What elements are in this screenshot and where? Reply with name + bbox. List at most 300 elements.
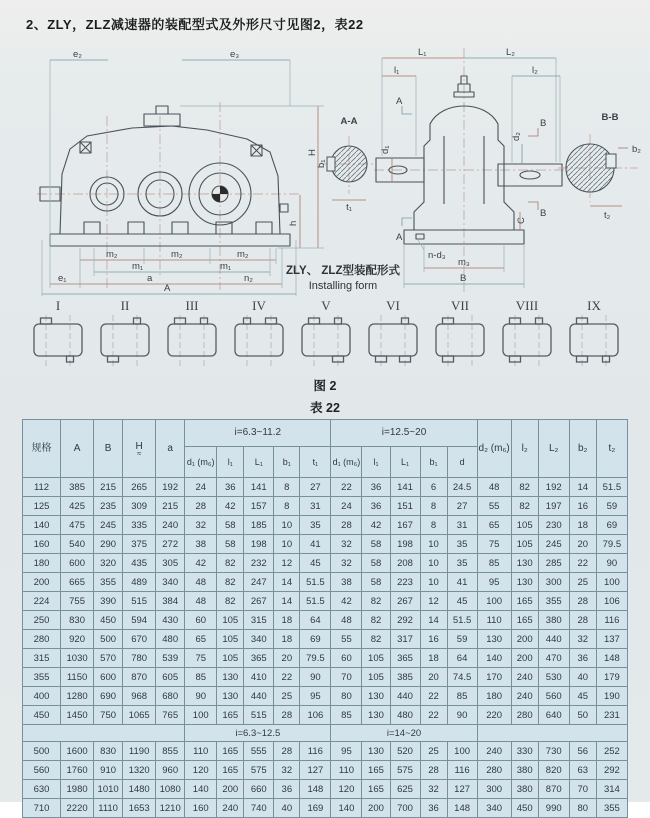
value-cell: 110 [477, 611, 511, 630]
section-bb-title: B-B [601, 112, 619, 123]
value-cell: 2220 [61, 799, 94, 818]
value-cell: 40 [569, 668, 596, 687]
value-cell: 90 [185, 687, 217, 706]
value-cell: 82 [362, 630, 390, 649]
centerlines [374, 48, 568, 292]
value-cell: 489 [123, 573, 156, 592]
value-cell: 51.5 [447, 611, 477, 630]
value-cell: 36 [274, 780, 300, 799]
value-cell: 267 [244, 592, 274, 611]
installing-form-VIII [495, 298, 559, 368]
value-cell: 315 [244, 611, 274, 630]
installing-form-V [294, 298, 358, 368]
dimension-labels [380, 47, 546, 284]
value-cell: 32 [420, 780, 447, 799]
value-cell: 475 [61, 516, 94, 535]
dim-label-e3: e₃ [230, 49, 240, 60]
value-cell: 42 [362, 516, 390, 535]
value-cell: 42 [217, 497, 244, 516]
value-cell: 10 [274, 516, 300, 535]
value-cell: 317 [390, 630, 420, 649]
table-row [23, 780, 628, 799]
value-cell: 170 [477, 668, 511, 687]
value-cell: 1190 [123, 742, 156, 761]
value-cell: 190 [596, 687, 627, 706]
form-numeral: V [321, 298, 331, 313]
value-cell: 130 [362, 706, 390, 725]
reducer-box-icon [428, 314, 492, 368]
value-cell: 85 [447, 687, 477, 706]
value-cell: 1065 [123, 706, 156, 725]
sub-header: t₁ [300, 447, 331, 478]
value-cell: 575 [244, 761, 274, 780]
value-cell: 165 [511, 592, 538, 611]
value-cell: 63 [569, 761, 596, 780]
col-group-i1: i=6.3~11.2 [185, 420, 331, 447]
value-cell: 267 [390, 592, 420, 611]
value-cell: 10 [420, 535, 447, 554]
value-cell: 36 [420, 799, 447, 818]
value-cell: 148 [447, 799, 477, 818]
form-numeral: VI [386, 298, 400, 313]
value-cell: 430 [156, 611, 185, 630]
value-cell: 148 [300, 780, 331, 799]
value-cell: 31 [300, 497, 331, 516]
table-row [23, 761, 628, 780]
sub-header: l₁ [362, 447, 390, 478]
value-cell: 65 [477, 516, 511, 535]
value-cell: 960 [156, 761, 185, 780]
value-cell: 10 [274, 535, 300, 554]
value-cell: 1600 [61, 742, 94, 761]
value-cell: 660 [244, 780, 274, 799]
value-cell: 1280 [61, 687, 94, 706]
value-cell: 520 [390, 742, 420, 761]
value-cell: 58 [217, 516, 244, 535]
value-cell: 141 [244, 478, 274, 497]
table-row [23, 649, 628, 668]
value-cell: 79.5 [300, 649, 331, 668]
value-cell: 22 [569, 554, 596, 573]
value-cell: 198 [390, 535, 420, 554]
value-cell: 157 [244, 497, 274, 516]
col-header-l2: l₂ [511, 420, 538, 478]
value-cell: 265 [123, 478, 156, 497]
value-cell: 385 [61, 478, 94, 497]
value-cell: 290 [94, 535, 123, 554]
value-cell: 45 [447, 592, 477, 611]
value-cell: 223 [390, 573, 420, 592]
value-cell: 165 [217, 706, 244, 725]
reducer-box-icon [562, 314, 626, 368]
table-row [23, 573, 628, 592]
value-cell: 69 [596, 516, 627, 535]
reducer-box-icon [26, 314, 90, 368]
value-cell: 245 [538, 535, 569, 554]
value-cell: 51.5 [300, 592, 331, 611]
value-cell: 27 [447, 497, 477, 516]
form-numeral: II [120, 298, 130, 313]
value-cell: 100 [447, 742, 477, 761]
dim-label-m1: m₁ [220, 261, 232, 272]
dim-label-b2: b₂ [632, 144, 641, 155]
value-cell: 425 [61, 497, 94, 516]
value-cell: 60 [185, 611, 217, 630]
value-cell: 51.5 [300, 573, 331, 592]
value-cell: 305 [156, 554, 185, 573]
dim-label-L2: L₂ [506, 47, 515, 58]
value-cell: 14 [569, 478, 596, 497]
dim-label-A: A [396, 232, 403, 243]
form-numeral: IV [252, 298, 266, 313]
value-cell: 116 [596, 611, 627, 630]
value-cell: 605 [156, 668, 185, 687]
form-numeral: VII [450, 298, 470, 313]
value-cell: 82 [362, 611, 390, 630]
value-cell: 8 [420, 497, 447, 516]
value-cell: 36 [217, 478, 244, 497]
value-cell: 41 [300, 535, 331, 554]
value-cell: 750 [94, 706, 123, 725]
value-cell: 539 [156, 649, 185, 668]
value-cell: 100 [477, 592, 511, 611]
value-cell: 95 [331, 742, 362, 761]
value-cell: 169 [300, 799, 331, 818]
value-cell: 480 [390, 706, 420, 725]
value-cell: 130 [217, 687, 244, 706]
value-cell: 32 [569, 630, 596, 649]
value-cell: 35 [300, 516, 331, 535]
value-cell: 38 [185, 535, 217, 554]
table-row [23, 478, 628, 497]
value-cell: 127 [300, 761, 331, 780]
value-cell: 18 [420, 649, 447, 668]
dim-label-B: B [540, 208, 547, 219]
housing-outline [40, 106, 290, 246]
value-cell: 48 [477, 478, 511, 497]
value-cell: 8 [274, 497, 300, 516]
value-cell: 85 [477, 554, 511, 573]
value-cell: 55 [477, 497, 511, 516]
sub-header: L₁ [390, 447, 420, 478]
value-cell: 90 [447, 706, 477, 725]
value-cell: 340 [156, 573, 185, 592]
value-cell: 594 [123, 611, 156, 630]
value-cell: 235 [94, 497, 123, 516]
value-cell: 95 [300, 687, 331, 706]
spec-cell: 630 [23, 780, 61, 799]
value-cell: 285 [538, 554, 569, 573]
value-cell: 22 [331, 478, 362, 497]
installing-form-I [26, 298, 90, 368]
value-cell: 75 [477, 535, 511, 554]
installing-form-caption-zh: ZLY、 ZLZ型装配形式 [286, 265, 400, 277]
spec-cell: 500 [23, 742, 61, 761]
reducer-box-icon [294, 314, 358, 368]
installing-form-III [160, 298, 224, 368]
col-header-b2: b₂ [569, 420, 596, 478]
value-cell: 25 [420, 742, 447, 761]
form-numeral: I [55, 298, 61, 313]
value-cell: 42 [331, 592, 362, 611]
value-cell: 665 [61, 573, 94, 592]
value-cell: 140 [185, 780, 217, 799]
installing-form-II [93, 298, 157, 368]
value-cell: 355 [538, 592, 569, 611]
table-row [23, 554, 628, 573]
value-cell: 280 [511, 706, 538, 725]
spec-cell: 560 [23, 761, 61, 780]
value-cell: 440 [244, 687, 274, 706]
reducer-box-icon [495, 314, 559, 368]
value-cell: 48 [185, 592, 217, 611]
value-cell: 45 [300, 554, 331, 573]
value-cell: 65 [185, 630, 217, 649]
value-cell: 24.5 [447, 478, 477, 497]
value-cell: 105 [511, 516, 538, 535]
value-cell: 59 [596, 497, 627, 516]
value-cell: 14 [274, 592, 300, 611]
value-cell: 8 [274, 478, 300, 497]
dimensions-table [22, 419, 628, 818]
value-cell: 25 [569, 573, 596, 592]
value-cell: 179 [596, 668, 627, 687]
table-row [23, 497, 628, 516]
value-cell: 105 [217, 649, 244, 668]
installing-forms [26, 298, 626, 368]
spec-cell: 125 [23, 497, 61, 516]
dim-label-H: H [307, 149, 318, 156]
value-cell: 22 [420, 687, 447, 706]
value-cell: 300 [538, 573, 569, 592]
value-cell: 690 [94, 687, 123, 706]
reducer-box-icon [93, 314, 157, 368]
value-cell: 151 [390, 497, 420, 516]
value-cell: 14 [420, 611, 447, 630]
value-cell: 116 [447, 761, 477, 780]
value-cell: 450 [94, 611, 123, 630]
value-cell: 1653 [123, 799, 156, 818]
value-cell: 95 [477, 573, 511, 592]
value-cell: 12 [420, 592, 447, 611]
mid-header-cell: i=6.3~12.5 [185, 725, 331, 742]
value-cell: 35 [447, 535, 477, 554]
value-cell: 167 [390, 516, 420, 535]
value-cell: 231 [596, 706, 627, 725]
value-cell: 48 [331, 611, 362, 630]
value-cell: 335 [123, 516, 156, 535]
value-cell: 1210 [156, 799, 185, 818]
value-cell: 314 [596, 780, 627, 799]
value-cell: 28 [420, 761, 447, 780]
value-cell: 12 [274, 554, 300, 573]
value-cell: 309 [123, 497, 156, 516]
installing-form-VI [361, 298, 425, 368]
col-header-L2: L₂ [538, 420, 569, 478]
value-cell: 106 [596, 592, 627, 611]
value-cell: 28 [331, 516, 362, 535]
value-cell: 165 [362, 780, 390, 799]
value-cell: 36 [362, 497, 390, 516]
value-cell: 830 [61, 611, 94, 630]
table-row [23, 611, 628, 630]
value-cell: 200 [362, 799, 390, 818]
dim-label-A: A [396, 96, 403, 107]
reducer-box-icon [160, 314, 224, 368]
value-cell: 232 [244, 554, 274, 573]
value-cell: 8 [420, 516, 447, 535]
value-cell: 16 [569, 497, 596, 516]
value-cell: 380 [511, 761, 538, 780]
value-cell: 82 [217, 592, 244, 611]
value-cell: 440 [538, 630, 569, 649]
value-cell: 32 [274, 761, 300, 780]
section-bb-drawing [548, 106, 644, 224]
value-cell: 127 [447, 780, 477, 799]
value-cell: 75 [185, 649, 217, 668]
form-numeral: VIII [515, 298, 539, 313]
dim-label-B: B [540, 118, 547, 129]
value-cell: 160 [185, 799, 217, 818]
dim-label-L1: L₁ [418, 47, 427, 58]
value-cell: 28 [274, 706, 300, 725]
form-numeral: III [185, 298, 199, 313]
value-cell: 640 [538, 706, 569, 725]
value-cell: 28 [569, 611, 596, 630]
col-header-H-approx: ≈ [136, 449, 142, 459]
value-cell: 625 [390, 780, 420, 799]
value-cell: 240 [477, 742, 511, 761]
spec-cell: 200 [23, 573, 61, 592]
value-cell: 530 [538, 668, 569, 687]
sub-header: b₁ [420, 447, 447, 478]
value-cell: 300 [477, 780, 511, 799]
table-row [23, 535, 628, 554]
spec-cell: 112 [23, 478, 61, 497]
dim-label-l2: l₂ [532, 65, 538, 76]
value-cell: 38 [331, 573, 362, 592]
value-cell: 130 [217, 668, 244, 687]
value-cell: 575 [390, 761, 420, 780]
value-cell: 320 [94, 554, 123, 573]
value-cell: 515 [244, 706, 274, 725]
col-header-B: B [94, 420, 123, 478]
spec-cell: 180 [23, 554, 61, 573]
value-cell: 1320 [123, 761, 156, 780]
spec-cell: 400 [23, 687, 61, 706]
value-cell: 968 [123, 687, 156, 706]
table-row [23, 630, 628, 649]
value-cell: 137 [596, 630, 627, 649]
value-cell: 340 [477, 799, 511, 818]
sub-header: l₁ [217, 447, 244, 478]
dim-label-b1: b₁ [316, 159, 327, 168]
value-cell: 64 [447, 649, 477, 668]
value-cell: 28 [569, 592, 596, 611]
value-cell: 35 [447, 554, 477, 573]
mid-header-cell [477, 725, 627, 742]
value-cell: 540 [61, 535, 94, 554]
value-cell: 165 [217, 761, 244, 780]
value-cell: 64 [300, 611, 331, 630]
form-numeral: IX [587, 298, 601, 313]
value-cell: 165 [511, 611, 538, 630]
value-cell: 180 [477, 687, 511, 706]
value-cell: 215 [94, 478, 123, 497]
value-cell: 105 [217, 630, 244, 649]
dim-label-m1: m₁ [132, 261, 144, 272]
value-cell: 500 [94, 630, 123, 649]
value-cell: 36 [569, 649, 596, 668]
value-cell: 280 [477, 761, 511, 780]
value-cell: 165 [362, 761, 390, 780]
value-cell: 515 [123, 592, 156, 611]
value-cell: 27 [300, 478, 331, 497]
value-cell: 555 [244, 742, 274, 761]
value-cell: 920 [61, 630, 94, 649]
value-cell: 130 [477, 630, 511, 649]
value-cell: 1080 [156, 780, 185, 799]
value-cell: 82 [362, 592, 390, 611]
value-cell: 245 [94, 516, 123, 535]
value-cell: 330 [511, 742, 538, 761]
value-cell: 1010 [94, 780, 123, 799]
reducer-box-icon [361, 314, 425, 368]
value-cell: 1760 [61, 761, 94, 780]
value-cell: 355 [596, 799, 627, 818]
reducer-box-icon [227, 314, 291, 368]
value-cell: 272 [156, 535, 185, 554]
value-cell: 14 [274, 573, 300, 592]
value-cell: 82 [511, 478, 538, 497]
value-cell: 105 [362, 668, 390, 687]
value-cell: 70 [569, 780, 596, 799]
mid-header-cell: i=14~20 [331, 725, 477, 742]
value-cell: 740 [244, 799, 274, 818]
value-cell: 450 [511, 799, 538, 818]
value-cell: 90 [596, 554, 627, 573]
value-cell: 22 [420, 706, 447, 725]
value-cell: 32 [331, 535, 362, 554]
table-row [23, 742, 628, 761]
dim-label-a: a [147, 273, 153, 284]
col-header-t2: t₂ [596, 420, 627, 478]
spec-cell: 315 [23, 649, 61, 668]
value-cell: 110 [185, 742, 217, 761]
value-cell: 480 [156, 630, 185, 649]
dim-label-m2: m₂ [237, 249, 249, 260]
value-cell: 385 [390, 668, 420, 687]
value-cell: 1480 [123, 780, 156, 799]
value-cell: 36 [362, 478, 390, 497]
dim-label-n2: n₂ [244, 273, 253, 284]
value-cell: 16 [420, 630, 447, 649]
installing-form-caption [248, 262, 438, 292]
value-cell: 60 [331, 649, 362, 668]
value-cell: 200 [511, 649, 538, 668]
value-cell: 830 [94, 742, 123, 761]
value-cell: 50 [569, 706, 596, 725]
col-header-d2: d₂ (m₆) [477, 420, 511, 478]
value-cell: 85 [331, 706, 362, 725]
value-cell: 18 [569, 516, 596, 535]
dim-label-A: A [164, 283, 171, 294]
value-cell: 755 [61, 592, 94, 611]
value-cell: 192 [156, 478, 185, 497]
value-cell: 375 [123, 535, 156, 554]
value-cell: 58 [362, 554, 390, 573]
value-cell: 41 [447, 573, 477, 592]
